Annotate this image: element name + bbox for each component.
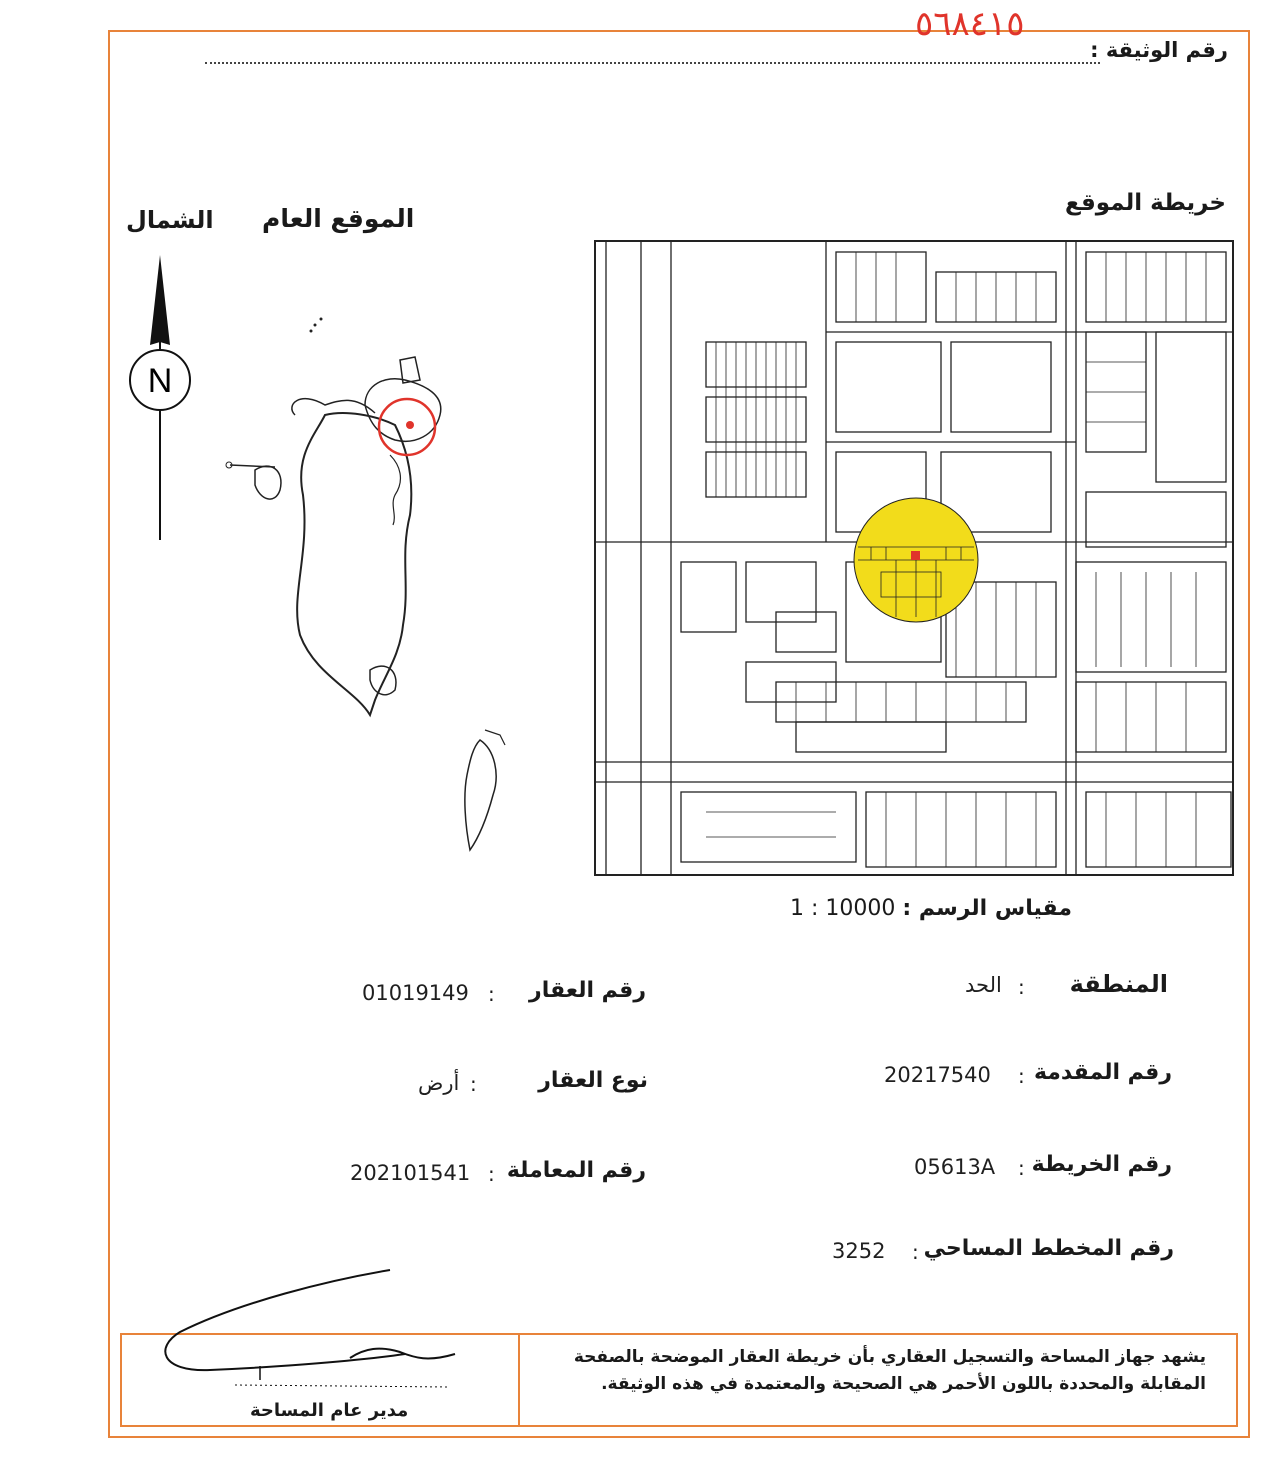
parcel-map (596, 242, 1234, 876)
application-number-label: رقم المقدمة (1033, 1060, 1172, 1085)
map-number-colon: : (1018, 1156, 1025, 1180)
north-letter: N (147, 362, 173, 400)
certification-text: يشهد جهاز المساحة والتسجيل العقاري بأن خريطة العقار الموضحة بالصفحة المقابلة والمحددة باللون الأحمر هي الصحيحة والمعتمدة في هذه الوثيقة. (573, 1347, 1206, 1394)
signature-icon (150, 1262, 470, 1402)
doc-number-label: رقم الوثيقة : (1090, 38, 1228, 62)
survey-plan-number-value: 3252 (832, 1239, 886, 1263)
site-map (594, 240, 1234, 876)
north-label: الشمال (126, 206, 214, 234)
transaction-number-colon: : (488, 1162, 495, 1186)
site-map-title: خريطة الموقع (1064, 190, 1226, 216)
general-location-title: الموقع العام (262, 204, 415, 233)
transaction-number-value: 202101541 (350, 1161, 471, 1185)
application-number-colon: : (1018, 1064, 1025, 1088)
scale-value: 1 : 10000 (790, 896, 896, 921)
map-number-value: 05613A (914, 1155, 996, 1179)
transaction-number-label: رقم المعاملة (506, 1158, 646, 1183)
scale-line (790, 896, 1072, 921)
property-type-value: أرض (418, 1071, 460, 1095)
scale-label: مقياس الرسم : (902, 896, 1072, 921)
map-number-label: رقم الخريطة (1031, 1152, 1172, 1177)
survey-plan-number-label: رقم المخطط المساحي (923, 1236, 1174, 1261)
property-number-label: رقم العقار (529, 978, 646, 1003)
application-number-value: 20217540 (884, 1063, 991, 1087)
property-number-colon: : (488, 982, 495, 1006)
property-type-colon: : (470, 1072, 477, 1096)
property-number-value: 01019149 (362, 981, 469, 1005)
doc-number-dotted-line (205, 62, 1100, 64)
north-arrow-icon (120, 250, 200, 550)
signatory-title: مدير عام المساحة (250, 1400, 409, 1421)
survey-plan-number-colon: : (912, 1240, 919, 1264)
plot-marker (911, 551, 920, 560)
handwritten-doc-number: ٥٦٨٤١٥ (915, 4, 1025, 44)
area-value: الحد (965, 973, 1002, 997)
property-type-label: نوع العقار (538, 1068, 648, 1093)
certification-divider (518, 1333, 520, 1427)
area-colon: : (1018, 975, 1025, 999)
country-outline-map (215, 295, 535, 865)
area-label: المنطقة (1069, 970, 1168, 998)
